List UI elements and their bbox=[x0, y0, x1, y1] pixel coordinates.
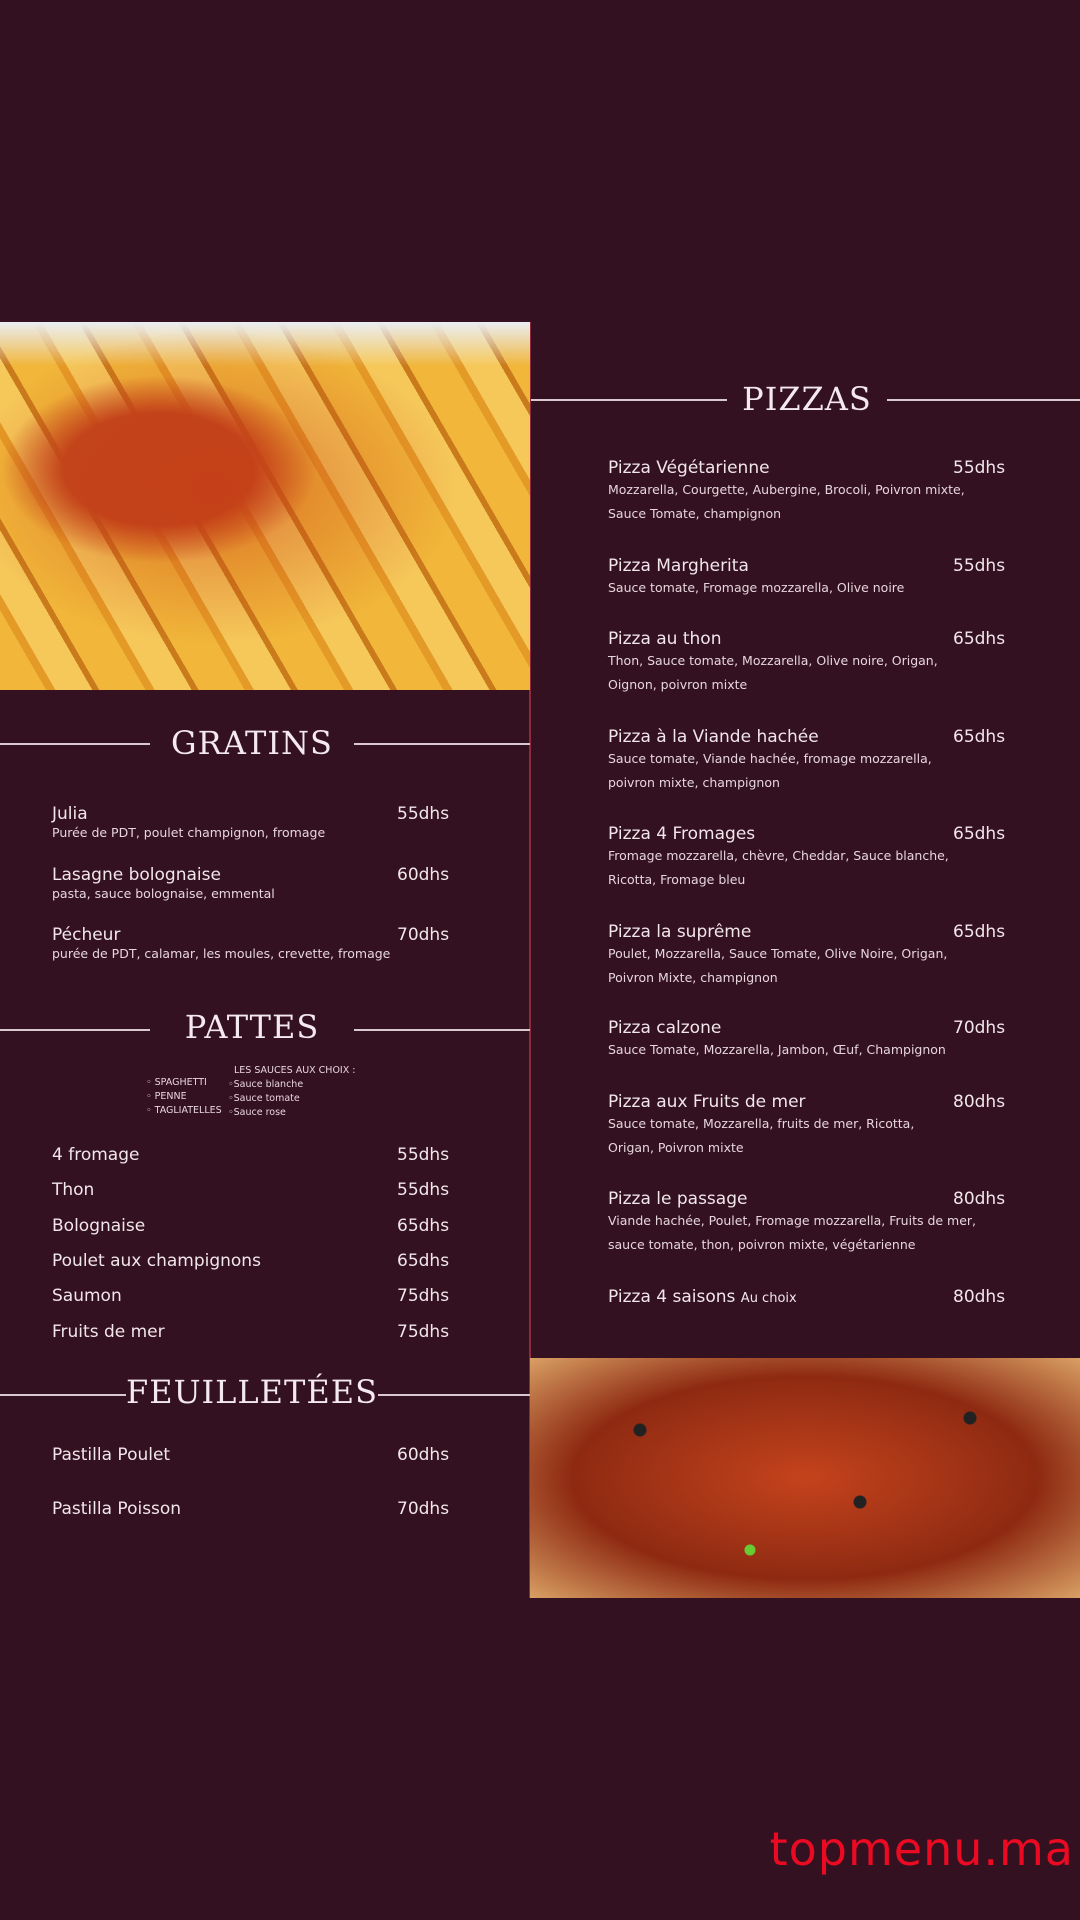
item-name: Thon bbox=[52, 1180, 95, 1201]
menu-item bbox=[52, 1180, 472, 1200]
item-price: 55dhs bbox=[397, 1180, 450, 1201]
item-name: Pizza 4 Fromages bbox=[608, 824, 756, 844]
sauce-options bbox=[228, 1064, 355, 1120]
item-price: 80dhs bbox=[953, 1092, 1006, 1112]
section-title-pizzas: PIZZAS bbox=[742, 380, 872, 418]
menu-item bbox=[608, 629, 1028, 697]
menu-item bbox=[608, 1189, 1028, 1257]
item-description: Origan, Poivron mixte bbox=[608, 1140, 744, 1155]
menu-item bbox=[608, 727, 1028, 795]
sauce: ◦Sauce blanche bbox=[228, 1079, 304, 1090]
item-price: 60dhs bbox=[397, 1445, 450, 1465]
menu-item bbox=[52, 1499, 472, 1519]
pasta-type: ◦ SPAGHETTI bbox=[146, 1077, 207, 1088]
item-name: Pizza Végétarienne bbox=[608, 458, 770, 478]
item-price: 55dhs bbox=[953, 458, 1006, 478]
item-price: 75dhs bbox=[397, 1321, 450, 1342]
item-description: Thon, Sauce tomate, Mozzarella, Olive noire, Origan, bbox=[608, 653, 938, 668]
item-description: Sauce tomate, Viande hachée, fromage mozzarella, bbox=[608, 751, 932, 766]
menu-item bbox=[52, 925, 472, 963]
item-price: 75dhs bbox=[397, 1286, 450, 1307]
item-description: Oignon, poivron mixte bbox=[608, 677, 748, 692]
menu-item bbox=[52, 804, 472, 842]
menu-item bbox=[608, 1018, 1028, 1062]
item-name: Pizza au thon bbox=[608, 629, 722, 649]
menu-item bbox=[608, 1287, 1028, 1307]
pasta-photo bbox=[0, 322, 530, 690]
item-price: 65dhs bbox=[953, 727, 1006, 747]
pasta-types bbox=[146, 1076, 222, 1118]
menu-item bbox=[52, 1445, 472, 1465]
item-description: Sauce tomate, Mozzarella, fruits de mer, Ricotta, bbox=[608, 1116, 915, 1131]
item-description: purée de PDT, calamar, les moules, crevette, fromage bbox=[52, 946, 391, 961]
section-title-gratins: GRATINS bbox=[171, 724, 333, 762]
item-price: 70dhs bbox=[397, 1499, 450, 1519]
menu-item bbox=[608, 824, 1028, 892]
pasta-type: ◦ TAGLIATELLES bbox=[146, 1105, 222, 1116]
divider bbox=[0, 1029, 150, 1031]
item-name: Poulet aux champignons bbox=[52, 1250, 261, 1271]
item-name: Pizza le passage bbox=[608, 1189, 748, 1209]
section-title-feuilletees: FEUILLETÉES bbox=[126, 1373, 379, 1411]
item-price: 65dhs bbox=[397, 1215, 450, 1236]
item-description: Sauce tomate, Fromage mozzarella, Olive noire bbox=[608, 580, 905, 595]
menu-item bbox=[52, 1216, 472, 1236]
item-description: poivron mixte, champignon bbox=[608, 775, 780, 790]
item-name: Pizza 4 saisons Au choix bbox=[608, 1287, 797, 1307]
divider bbox=[0, 1394, 126, 1396]
pizza-photo bbox=[530, 1358, 1080, 1598]
item-name: 4 fromage bbox=[52, 1145, 140, 1165]
item-description: Poivron Mixte, champignon bbox=[608, 970, 778, 985]
menu-item bbox=[608, 1092, 1028, 1160]
item-price: 55dhs bbox=[953, 556, 1006, 576]
item-name: Pizza aux Fruits de mer bbox=[608, 1092, 806, 1112]
section-title-pattes: PATTES bbox=[184, 1008, 320, 1046]
sauce: ◦Sauce tomate bbox=[228, 1093, 300, 1104]
item-price: 70dhs bbox=[397, 925, 450, 945]
divider bbox=[378, 1394, 530, 1396]
item-description: Poulet, Mozzarella, Sauce Tomate, Olive Noire, Origan, bbox=[608, 946, 948, 961]
item-name: Pécheur bbox=[52, 925, 121, 945]
item-price: 65dhs bbox=[953, 922, 1006, 942]
item-description: sauce tomate, thon, poivron mixte, végétarienne bbox=[608, 1237, 916, 1252]
item-description: Sauce Tomate, champignon bbox=[608, 506, 782, 521]
item-price: 80dhs bbox=[953, 1189, 1006, 1209]
menu-item bbox=[52, 1145, 472, 1165]
sauces-title: LES SAUCES AUX CHOIX : bbox=[234, 1065, 356, 1076]
menu-item bbox=[52, 1286, 472, 1306]
topmenu-watermark: topmenu.ma bbox=[769, 1822, 1074, 1876]
item-description: Mozzarella, Courgette, Aubergine, Brocoli, Poivron mixte, bbox=[608, 482, 965, 497]
divider bbox=[887, 399, 1080, 401]
item-name: Fruits de mer bbox=[52, 1321, 165, 1342]
menu-item bbox=[52, 865, 472, 903]
item-price: 55dhs bbox=[397, 804, 450, 824]
item-name: Bolognaise bbox=[52, 1215, 146, 1236]
item-name: Pizza la suprême bbox=[608, 922, 752, 942]
divider bbox=[354, 743, 530, 745]
item-name: Pastilla Poisson bbox=[52, 1499, 182, 1519]
item-note: Au choix bbox=[740, 1291, 797, 1306]
item-description: Viande hachée, Poulet, Fromage mozzarella, Fruits de mer, bbox=[608, 1213, 977, 1228]
item-price: 55dhs bbox=[397, 1145, 450, 1165]
pasta-type: ◦ PENNE bbox=[146, 1091, 187, 1102]
item-description: pasta, sauce bolognaise, emmental bbox=[52, 886, 275, 901]
sauce: ◦Sauce rose bbox=[228, 1107, 286, 1118]
menu-item bbox=[52, 1251, 472, 1271]
item-description: Purée de PDT, poulet champignon, fromage bbox=[52, 825, 326, 840]
menu-item bbox=[608, 922, 1028, 990]
item-name: Pizza à la Viande hachée bbox=[608, 727, 819, 747]
item-description: Ricotta, Fromage bleu bbox=[608, 872, 746, 887]
item-name: Julia bbox=[52, 804, 88, 824]
item-price: 65dhs bbox=[397, 1250, 450, 1271]
item-name: Pizza Margherita bbox=[608, 556, 749, 576]
item-price: 65dhs bbox=[953, 629, 1006, 649]
item-name: Lasagne bolognaise bbox=[52, 865, 221, 885]
divider bbox=[354, 1029, 530, 1031]
item-price: 80dhs bbox=[953, 1287, 1006, 1307]
item-description: Fromage mozzarella, chèvre, Cheddar, Sauce blanche, bbox=[608, 848, 949, 863]
menu-item bbox=[608, 458, 1028, 526]
item-description: Sauce Tomate, Mozzarella, Jambon, Œuf, Champignon bbox=[608, 1042, 946, 1057]
item-name: Pizza calzone bbox=[608, 1018, 722, 1038]
divider bbox=[531, 399, 727, 401]
item-price: 70dhs bbox=[953, 1018, 1006, 1038]
item-name: Saumon bbox=[52, 1286, 122, 1307]
divider bbox=[0, 743, 150, 745]
menu-item bbox=[608, 556, 1028, 600]
menu-item bbox=[52, 1322, 472, 1342]
item-price: 60dhs bbox=[397, 865, 450, 885]
item-name: Pastilla Poulet bbox=[52, 1445, 171, 1465]
item-price: 65dhs bbox=[953, 824, 1006, 844]
